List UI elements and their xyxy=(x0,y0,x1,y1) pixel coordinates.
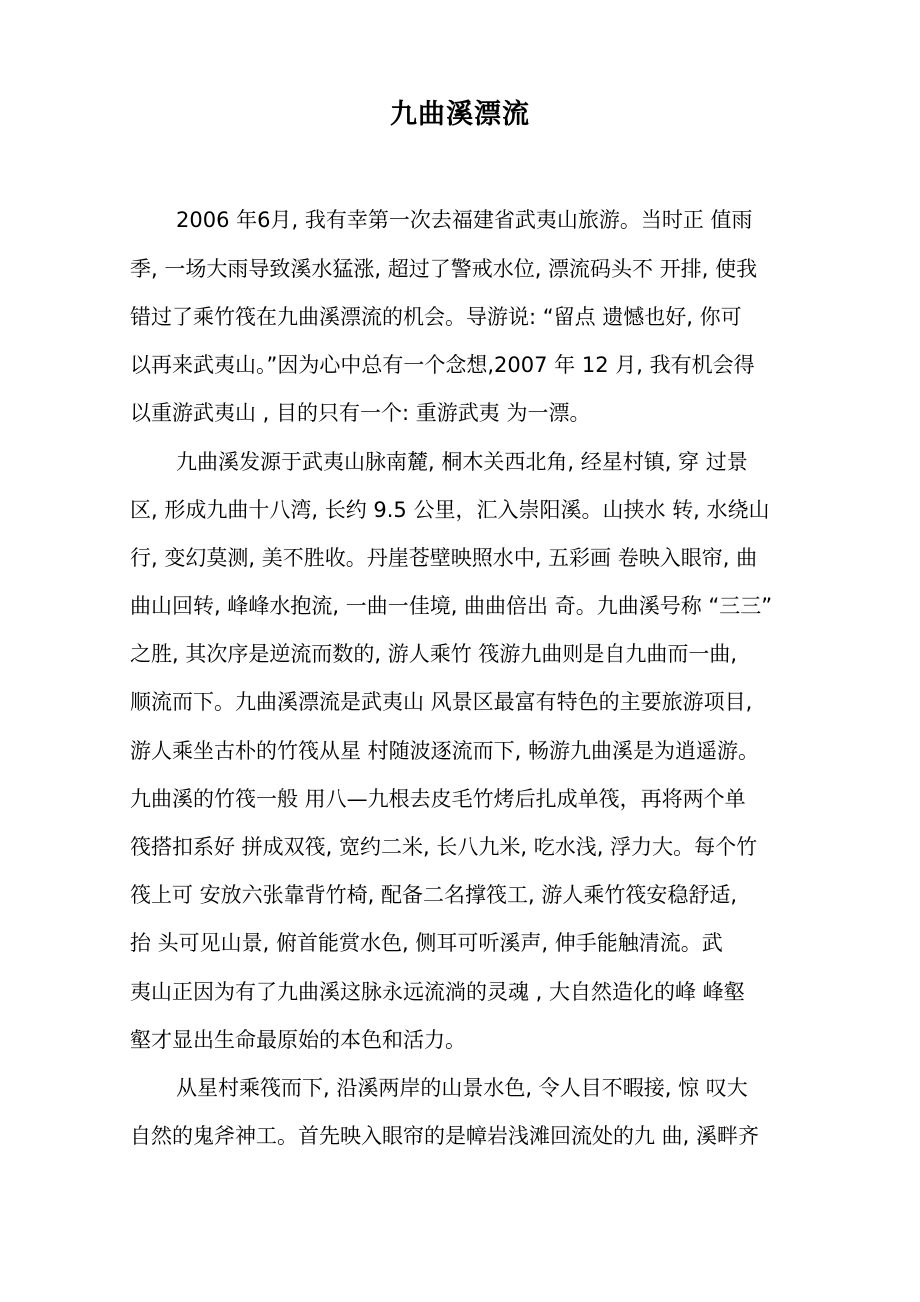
paragraph-line: 2006 年6月, 我有幸第一次去福建省武夷山旅游。当时正 值雨 xyxy=(176,208,753,232)
paragraph-line: 以再来武夷山。”因为心中总有一个念想,2007 年 12 月, 我有机会得 xyxy=(130,353,755,377)
document-title: 九曲溪漂流 xyxy=(390,99,530,130)
paragraph-line: 抬 头可见山景, 俯首能赏水色, 侧耳可听溪声, 伸手能触清流。武 xyxy=(130,931,723,955)
paragraph-line: 之胜, 其次序是逆流而数的, 游人乘竹 筏游九曲则是自九曲而一曲, xyxy=(130,642,738,666)
paragraph-line: 以重游武夷山 , 目的只有一个: 重游武夷 为一漂。 xyxy=(130,401,591,425)
paragraph-line: 区, 形成九曲十八湾, 长约 9.5 公里，汇入崇阳溪。山挟水 转, 水绕山 xyxy=(130,498,770,522)
paragraph-line: 错过了乘竹筏在九曲溪漂流的机会。导游说: “留点 遗憾也好, 你可 xyxy=(130,305,742,329)
paragraph-line: 自然的鬼斧神工。首先映入眼帘的是幛岩浅滩回流处的九 曲, 溪畔齐 xyxy=(130,1124,760,1148)
paragraph-line: 行, 变幻莫测, 美不胜收。丹崖苍壁映照水中, 五彩画 卷映入眼帘, 曲 xyxy=(130,546,758,570)
paragraph-line: 季, 一场大雨导致溪水猛涨, 超过了警戒水位, 漂流码头不 开排, 使我 xyxy=(130,257,758,281)
paragraph-line: 顺流而下。九曲溪漂流是武夷山 风景区最富有特色的主要旅游项目, xyxy=(130,690,753,714)
paragraph-line: 壑才显出生命最原始的本色和活力。 xyxy=(130,1028,466,1052)
paragraph-line: 从星村乘筏而下, 沿溪两岸的山景水色, 令人目不暇接, 惊 叹大 xyxy=(176,1076,748,1100)
paragraph-line: 筏搭扣系好 拼成双筏, 宽约二米, 长八九米, 吃水浅, 浮力大。每个竹 xyxy=(130,835,758,859)
paragraph-line: 筏上可 安放六张靠背竹椅, 配备二名撑筏工, 游人乘竹筏安稳舒适, xyxy=(130,883,738,907)
paragraph-line: 曲山回转, 峰峰水抱流, 一曲一佳境, 曲曲倍出 奇。九曲溪号称 “三三” xyxy=(130,594,773,618)
paragraph-line: 九曲溪发源于武夷山脉南麓, 桐木关西北角, 经星村镇, 穿 过景 xyxy=(176,450,748,474)
paragraph-line: 九曲溪的竹筏一般 用八—九根去皮毛竹烤后扎成单筏，再将两个单 xyxy=(130,787,746,811)
paragraph-line: 夷山正因为有了九曲溪这脉永远流淌的灵魂 , 大自然造化的峰 峰壑 xyxy=(130,980,745,1004)
paragraph-line: 游人乘坐古朴的竹筏从星 村随波逐流而下, 畅游九曲溪是为逍遥游。 xyxy=(130,739,760,763)
